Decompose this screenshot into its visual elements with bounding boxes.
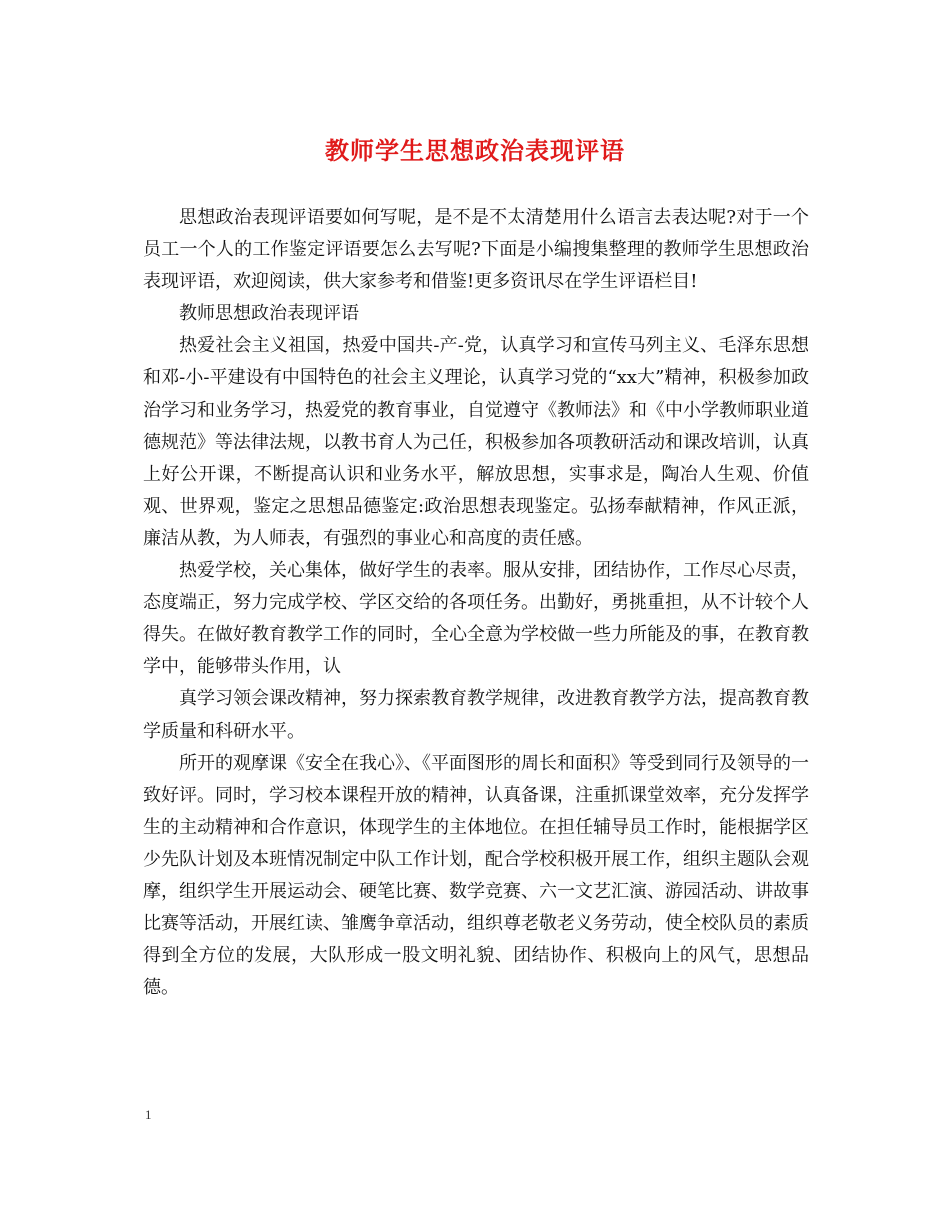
body-paragraph: 热爱学校，关心集体，做好学生的表率。服从安排，团结协作，工作尽心尽责，态度端正，努力完成学校、学区交给的各项任务。出勤好，勇挑重担，从不计较个人得失。在做好教育教学工作的同时，全心全意为学校做一些力所能及的事，在教育教学中，能够带头作用，认 [143,560,809,678]
document-body [143,202,809,1004]
page-number: 1 [145,1107,152,1122]
body-paragraph: 所开的观摩课《安全在我心》、《平面图形的周长和面积》等受到同行及领导的一致好评。同时，学习校本课程开放的精神，认真备课，注重抓课堂效率，充分发挥学生的主动精神和合作意识，体现学生的主体地位。在担任辅导员工作时，能根据学区少先队计划及本班情况制定中队工作计划，配合学校积极开展工作，组织主题队会观摩，组织学生开展运动会、硬笔比赛、数学竞赛、六一文艺汇演、游园活动、讲故事比赛等活动，开展红读、雏鹰争章活动，组织尊老敬老义务劳动，使全校队员的素质得到全方位的发展，大队形成一股文明礼貌、团结协作、积极向上的风气，思想品德。 [143,752,809,999]
section-heading: 教师思想政治表现评语 [179,303,359,325]
body-paragraph: 热爱社会主义祖国，热爱中国共-产-党，认真学习和宣传马列主义、毛泽东思想和邓-小-平建设有中国特色的社会主义理论，认真学习党的“xx大”精神，积极参加政治学习和业务学习，热爱党的教育事业，自觉遵守《教师法》和《中小学教师职业道德规范》等法律法规，以教书育人为己任，积极参加各项教研活动和课改培训，认真上好公开课，不断提高认识和业务水平，解放思想，实事求是，陶冶人生观、价值观、世界观，鉴定之思想品德鉴定:政治思想表现鉴定。弘扬奉献精神，作风正派，廉洁从教，为人师表，有强烈的事业心和高度的责任感。 [143,335,809,549]
intro-paragraph: 思想政治表现评语要如何写呢，是不是不太清楚用什么语言去表达呢?对于一个员工一个人的工作鉴定评语要怎么去写呢?下面是小编搜集整理的教师学生思想政治表现评语，欢迎阅读，供大家参考和借鉴!更多资讯尽在学生评语栏目! [143,207,809,293]
body-paragraph: 真学习领会课改精神，努力探索教育教学规律，改进教育教学方法，提高教育教学质量和科研水平。 [143,688,809,742]
page-title: 教师学生思想政治表现评语 [325,136,625,165]
